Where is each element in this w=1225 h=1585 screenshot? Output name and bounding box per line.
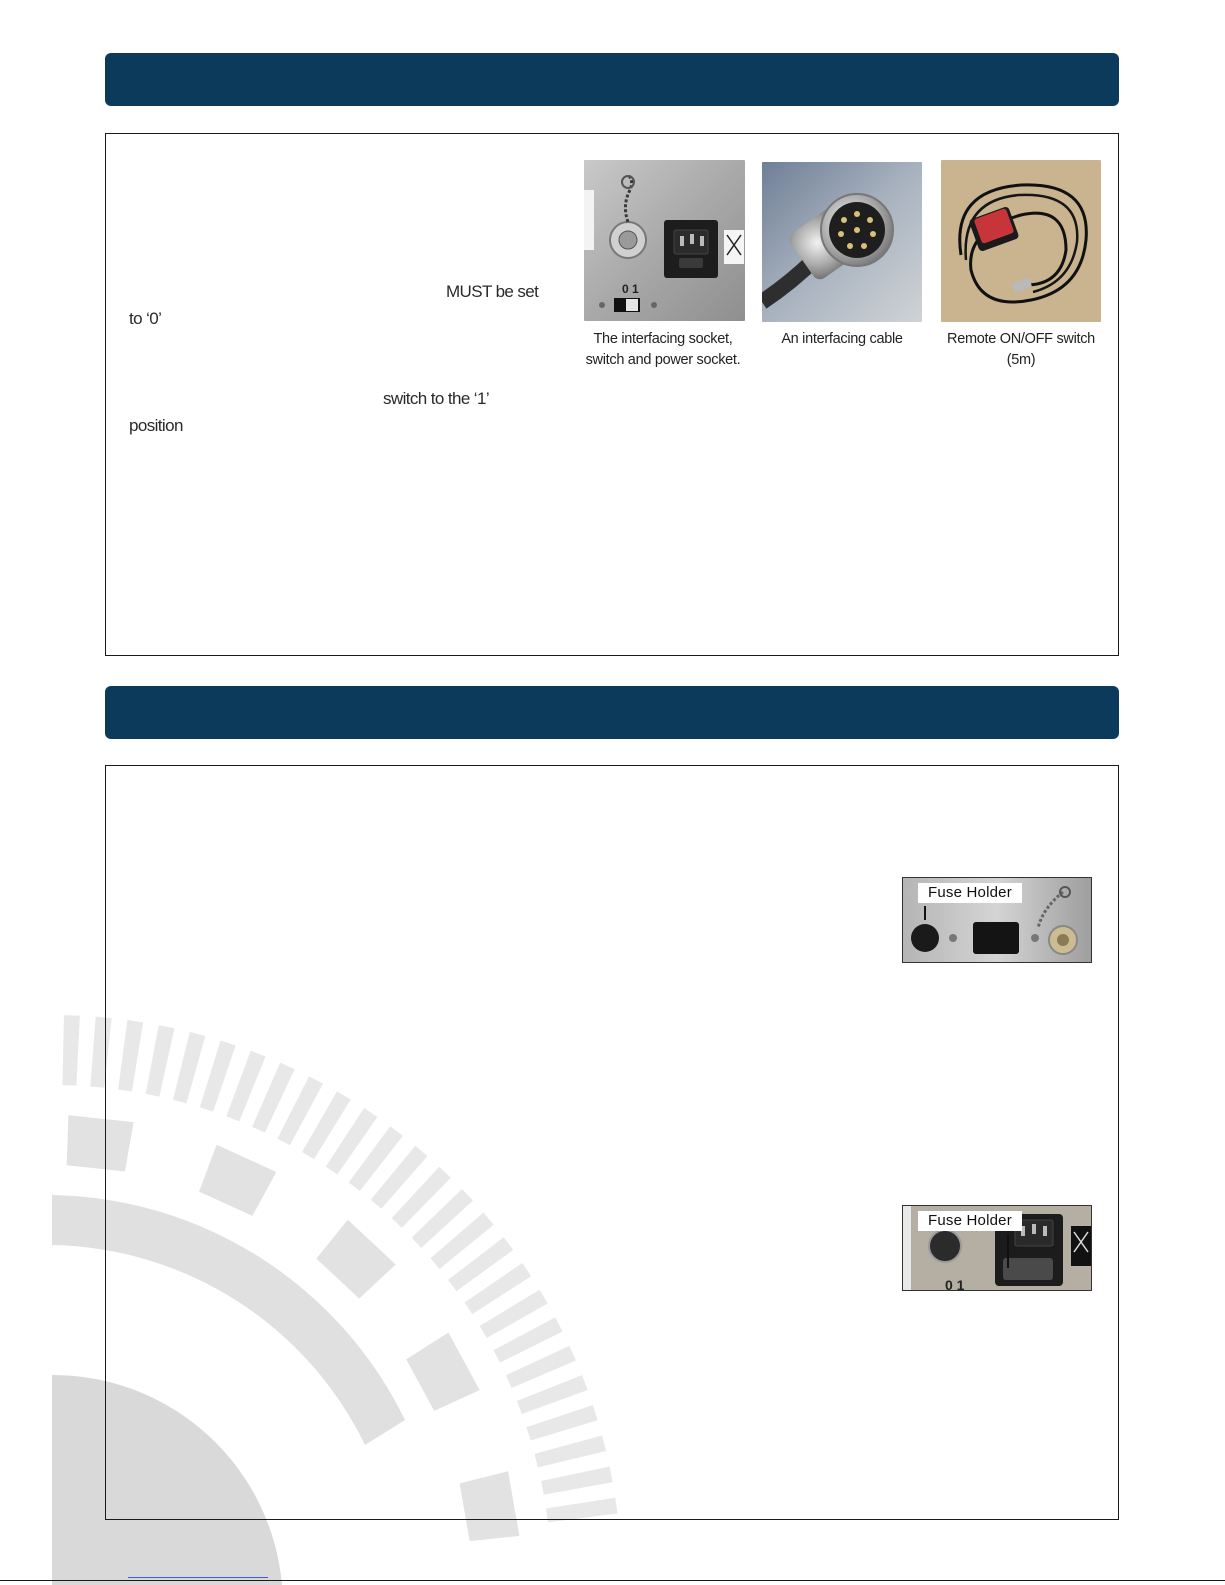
svg-text:0 1: 0 1: [622, 282, 639, 296]
svg-text:0 1: 0 1: [945, 1277, 965, 1290]
footer-link-underline[interactable]: [128, 1577, 268, 1578]
photo-caption-2: An interfacing cable: [781, 331, 903, 347]
power-socket-panel-photo: [584, 160, 745, 321]
fuse-holder-photo-2: [902, 1205, 1092, 1291]
photo-caption-3: Remote ON/OFF switch (5m): [947, 331, 1095, 368]
background-dash: [62, 1015, 79, 1085]
switch-to-one-text: switch to the ‘1’: [383, 389, 490, 408]
footer-rule: [0, 1580, 1225, 1581]
remote-switch-photo: [941, 160, 1101, 322]
must-be-set-text: MUST be set: [446, 282, 539, 301]
fuse-holder-label-1: Fuse Holder: [918, 883, 1022, 903]
photo-caption-1: The interfacing socket, switch and power socket.: [585, 331, 741, 368]
interfacing-cable-photo: [762, 162, 922, 322]
fuse-holder-label-2: Fuse Holder: [918, 1211, 1022, 1231]
fuse-holder-photo-1: [902, 877, 1092, 963]
to-zero-text: to ‘0’: [129, 309, 162, 328]
section-header-bar-1: [105, 53, 1119, 106]
section-header-bar-2: [105, 686, 1119, 739]
position-text: position: [129, 416, 183, 435]
